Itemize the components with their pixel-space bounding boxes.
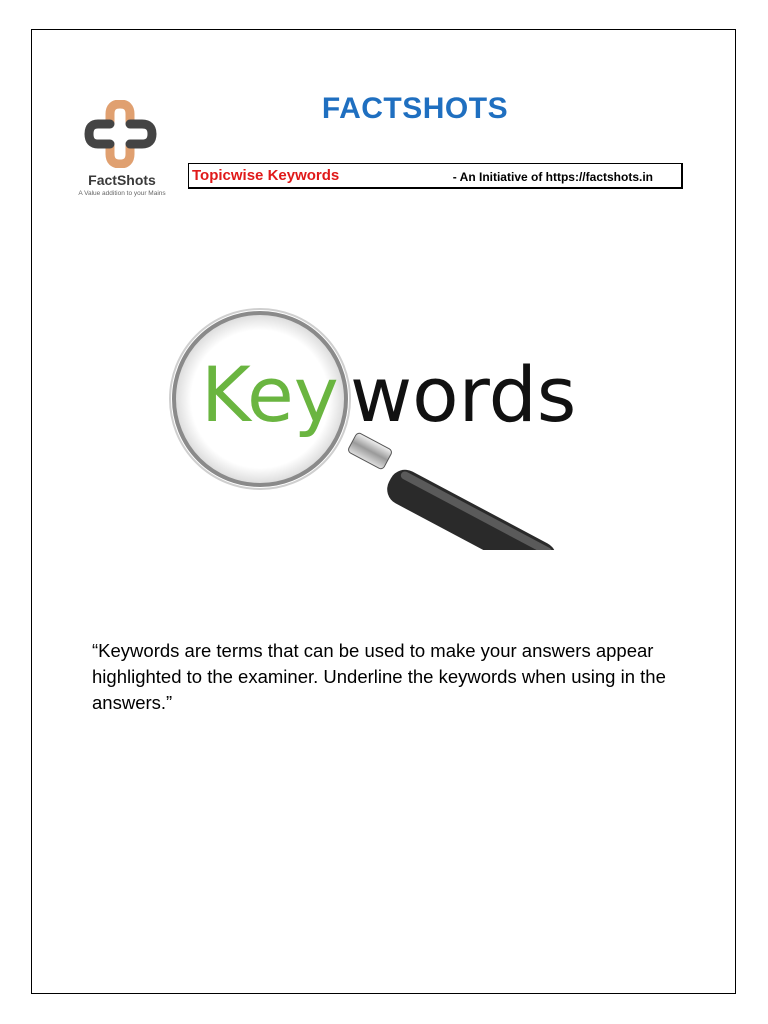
keyword-highlight: Key <box>201 350 339 439</box>
factshots-logo <box>66 92 178 208</box>
page-title: FACTSHOTS <box>321 92 509 125</box>
logo-tagline: A Value addition to your Mains <box>78 190 166 197</box>
keywords-quote: “Keywords are terms that can be used to make your answers appear highlighted to the examiner. Underline the keywords when using in the answers.” <box>92 640 666 713</box>
keywords-magnifier-illustration <box>165 305 605 550</box>
subtitle-bar <box>188 163 683 189</box>
subtitle-topic: Topicwise Keywords <box>192 167 340 184</box>
logo-name: FactShots <box>88 172 156 188</box>
cross-logo-icon <box>84 100 158 168</box>
keyword-rest: words <box>350 350 577 439</box>
subtitle-initiative: - An Initiative of https://factshots.in <box>452 170 653 184</box>
magnifier-handle-icon <box>347 432 562 550</box>
